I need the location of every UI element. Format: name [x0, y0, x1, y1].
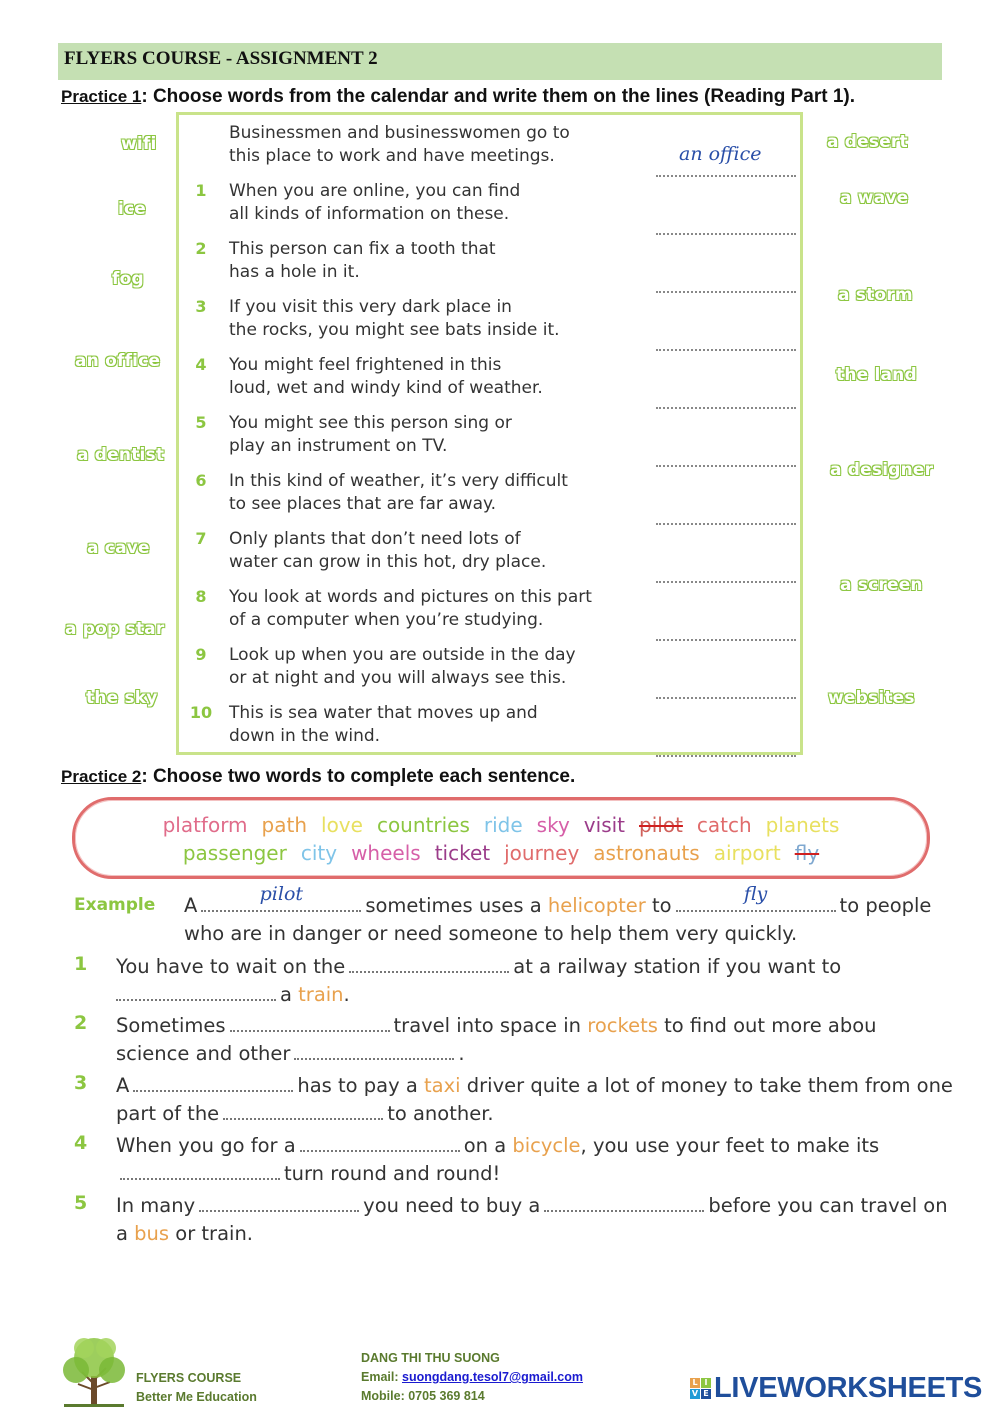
answer-line[interactable]: [656, 737, 796, 757]
practice1-question-box: [176, 112, 803, 755]
sentence-number: 2: [74, 1012, 88, 1034]
word-bank-row: [75, 813, 927, 837]
word-option: a desert: [827, 132, 908, 152]
question-row: [179, 583, 800, 641]
example-text: A pilot sometimes uses a helicopter to fly to people who are in danger or need someone to help them very quickly.: [184, 892, 964, 948]
word-option: a dentist: [77, 445, 165, 465]
answer-blank[interactable]: [133, 1074, 293, 1092]
answer-blank[interactable]: [199, 1194, 359, 1212]
assignment-title: FLYERS COURSE - ASSIGNMENT 2: [58, 43, 942, 80]
footer-school: Better Me Education: [136, 1390, 257, 1404]
question-row: [179, 177, 800, 235]
word-option: a screen: [840, 575, 923, 595]
word-option: the sky: [86, 688, 158, 708]
word-option: an office: [75, 351, 161, 371]
word-bank-box: [72, 797, 930, 879]
word-bank-word: catch: [696, 813, 752, 837]
word-option: websites: [828, 688, 915, 708]
question-number: 6: [195, 471, 207, 490]
question-text: In this kind of weather, it’s very difficult to see places that are far away.: [229, 471, 568, 514]
question-row: [179, 641, 800, 699]
sentence-text: You have to wait on the at a railway station if you want to a train.: [116, 955, 842, 1006]
word-bank-row: [75, 841, 927, 865]
word-bank-word: countries: [376, 813, 470, 837]
word-bank-word: love: [321, 813, 363, 837]
word-option: wifi: [121, 134, 157, 154]
question-number: 4: [195, 355, 207, 374]
word-bank-word: platform: [162, 813, 248, 837]
question-text: Look up when you are outside in the day or at night and you will always see this.: [229, 645, 576, 688]
sentence-number: 5: [74, 1192, 88, 1214]
question-number: 8: [195, 587, 207, 606]
question-text: Businessmen and businesswomen go to this place to work and have meetings.: [229, 123, 570, 166]
question-row: [179, 235, 800, 293]
word-option: a cave: [87, 538, 150, 558]
question-text: If you visit this very dark place in the rocks, you might see bats inside it.: [229, 297, 560, 340]
sentence-number: 3: [74, 1072, 88, 1094]
word-option: the land: [836, 365, 917, 385]
word-bank-word: visit: [583, 813, 626, 837]
word-bank-word: ride: [483, 813, 523, 837]
question-text: When you are online, you can find all kinds of information on these.: [229, 181, 521, 224]
example-answer: pilot: [259, 883, 304, 905]
footer-email-line: Email: suongdang.tesol7@gmail.com: [361, 1370, 583, 1384]
tree-logo-icon: [58, 1332, 130, 1410]
word-bank-word: sky: [536, 813, 570, 837]
question-row: [179, 293, 800, 351]
question-text: You might see this person sing or play an instrument on TV.: [229, 413, 512, 456]
sentence-number: 4: [74, 1132, 88, 1154]
question-row: [179, 699, 800, 757]
sentence-text: A has to pay a taxi driver quite a lot of money to take them from one part of the to another.: [116, 1074, 953, 1125]
answer-blank[interactable]: [116, 983, 276, 1001]
question-text: You look at words and pictures on this part of a computer when you’re studying.: [229, 587, 592, 630]
footer-contact: [361, 1349, 583, 1406]
sentence-text: When you go for a on a bicycle, you use your feet to make itsturn round and round!: [116, 1134, 880, 1185]
question-number: 9: [195, 645, 207, 664]
question-number: 10: [189, 703, 213, 722]
practice1-instruction: : Choose words from the calendar and write them on the lines (Reading Part 1).: [141, 86, 856, 107]
word-bank-word: journey: [504, 841, 580, 865]
practice1-label: Practice 1: [61, 87, 142, 106]
email-link[interactable]: suongdang.tesol7@gmail.com: [402, 1370, 583, 1384]
word-option: a wave: [840, 188, 909, 208]
answer-blank[interactable]: [544, 1194, 704, 1212]
word-bank-word: wheels: [351, 841, 421, 865]
word-option: fog: [112, 269, 144, 289]
word-option: a designer: [830, 460, 934, 480]
question-text: This is sea water that moves up and down in the wind.: [229, 703, 538, 746]
sentence-text: Sometimes travel into space in rockets to find out more abou science and other .: [116, 1014, 877, 1065]
question-number: 2: [195, 239, 207, 258]
footer-mobile: Mobile: 0705 369 814: [361, 1389, 485, 1403]
answer-blank[interactable]: [676, 883, 836, 912]
answer-line[interactable]: [656, 389, 796, 409]
answer-line[interactable]: [656, 563, 796, 583]
word-bank-word: airport: [713, 841, 781, 865]
question-number: 3: [195, 297, 207, 316]
answer-line[interactable]: [656, 215, 796, 235]
footer-course-info: [136, 1369, 257, 1407]
answer-line[interactable]: [656, 447, 796, 467]
answer-blank[interactable]: [120, 1162, 280, 1180]
word-bank-word: astronauts: [593, 841, 700, 865]
question-number: 1: [195, 181, 207, 200]
word-option: ice: [118, 199, 147, 219]
word-bank-word: pilot: [639, 813, 683, 837]
question-number: 5: [195, 413, 207, 432]
answer-blank[interactable]: [349, 955, 509, 973]
answer-blank[interactable]: [294, 1042, 454, 1060]
answer-line[interactable]: [656, 273, 796, 293]
word-bank-word: ticket: [434, 841, 491, 865]
answer-blank[interactable]: [230, 1014, 390, 1032]
answer-blank[interactable]: [223, 1102, 383, 1120]
word-bank-word: fly: [794, 841, 820, 865]
liveworksheets-mark-icon: L I V E: [690, 1378, 711, 1399]
footer-course: FLYERS COURSE: [136, 1371, 242, 1385]
example-answer: an office: [679, 143, 762, 165]
question-row: [179, 409, 800, 467]
question-text: Only plants that don’t need lots of water can grow in this hot, dry place.: [229, 529, 547, 572]
word-bank-word: path: [261, 813, 308, 837]
sentence-number: 1: [74, 953, 88, 975]
example-label: Example: [74, 895, 156, 915]
word-option: a pop star: [65, 619, 165, 639]
footer-author: DANG THI THU SUONG: [361, 1351, 500, 1365]
answer-line[interactable]: [656, 331, 796, 351]
practice2-heading: [61, 766, 575, 788]
answer-line[interactable]: [656, 505, 796, 525]
question-row: [179, 525, 800, 583]
question-text: You might feel frightened in this loud, wet and windy kind of weather.: [229, 355, 543, 398]
question-row: [179, 467, 800, 525]
question-text: This person can fix a tooth that has a hole in it.: [229, 239, 496, 282]
question-row: [179, 119, 800, 177]
liveworksheets-logo: [690, 1372, 982, 1405]
word-option: a storm: [838, 285, 913, 305]
answer-line[interactable]: [656, 621, 796, 641]
word-bank-word: planets: [765, 813, 840, 837]
question-number: 7: [195, 529, 207, 548]
practice2-label: Practice 2: [61, 767, 142, 786]
answer-line[interactable]: [656, 679, 796, 699]
example-answer: fly: [743, 883, 768, 905]
liveworksheets-text: LIVEWORKSHEETS: [714, 1372, 983, 1404]
sentence-text: In many you need to buy a before you can travel on a bus or train.: [116, 1194, 948, 1245]
practice2-instruction: : Choose two words to complete each sentence.: [141, 766, 576, 787]
word-bank-word: city: [300, 841, 338, 865]
practice1-heading: [61, 86, 855, 108]
word-bank-word: passenger: [182, 841, 287, 865]
question-row: [179, 351, 800, 409]
answer-blank[interactable]: [201, 883, 361, 912]
answer-blank[interactable]: [300, 1134, 460, 1152]
